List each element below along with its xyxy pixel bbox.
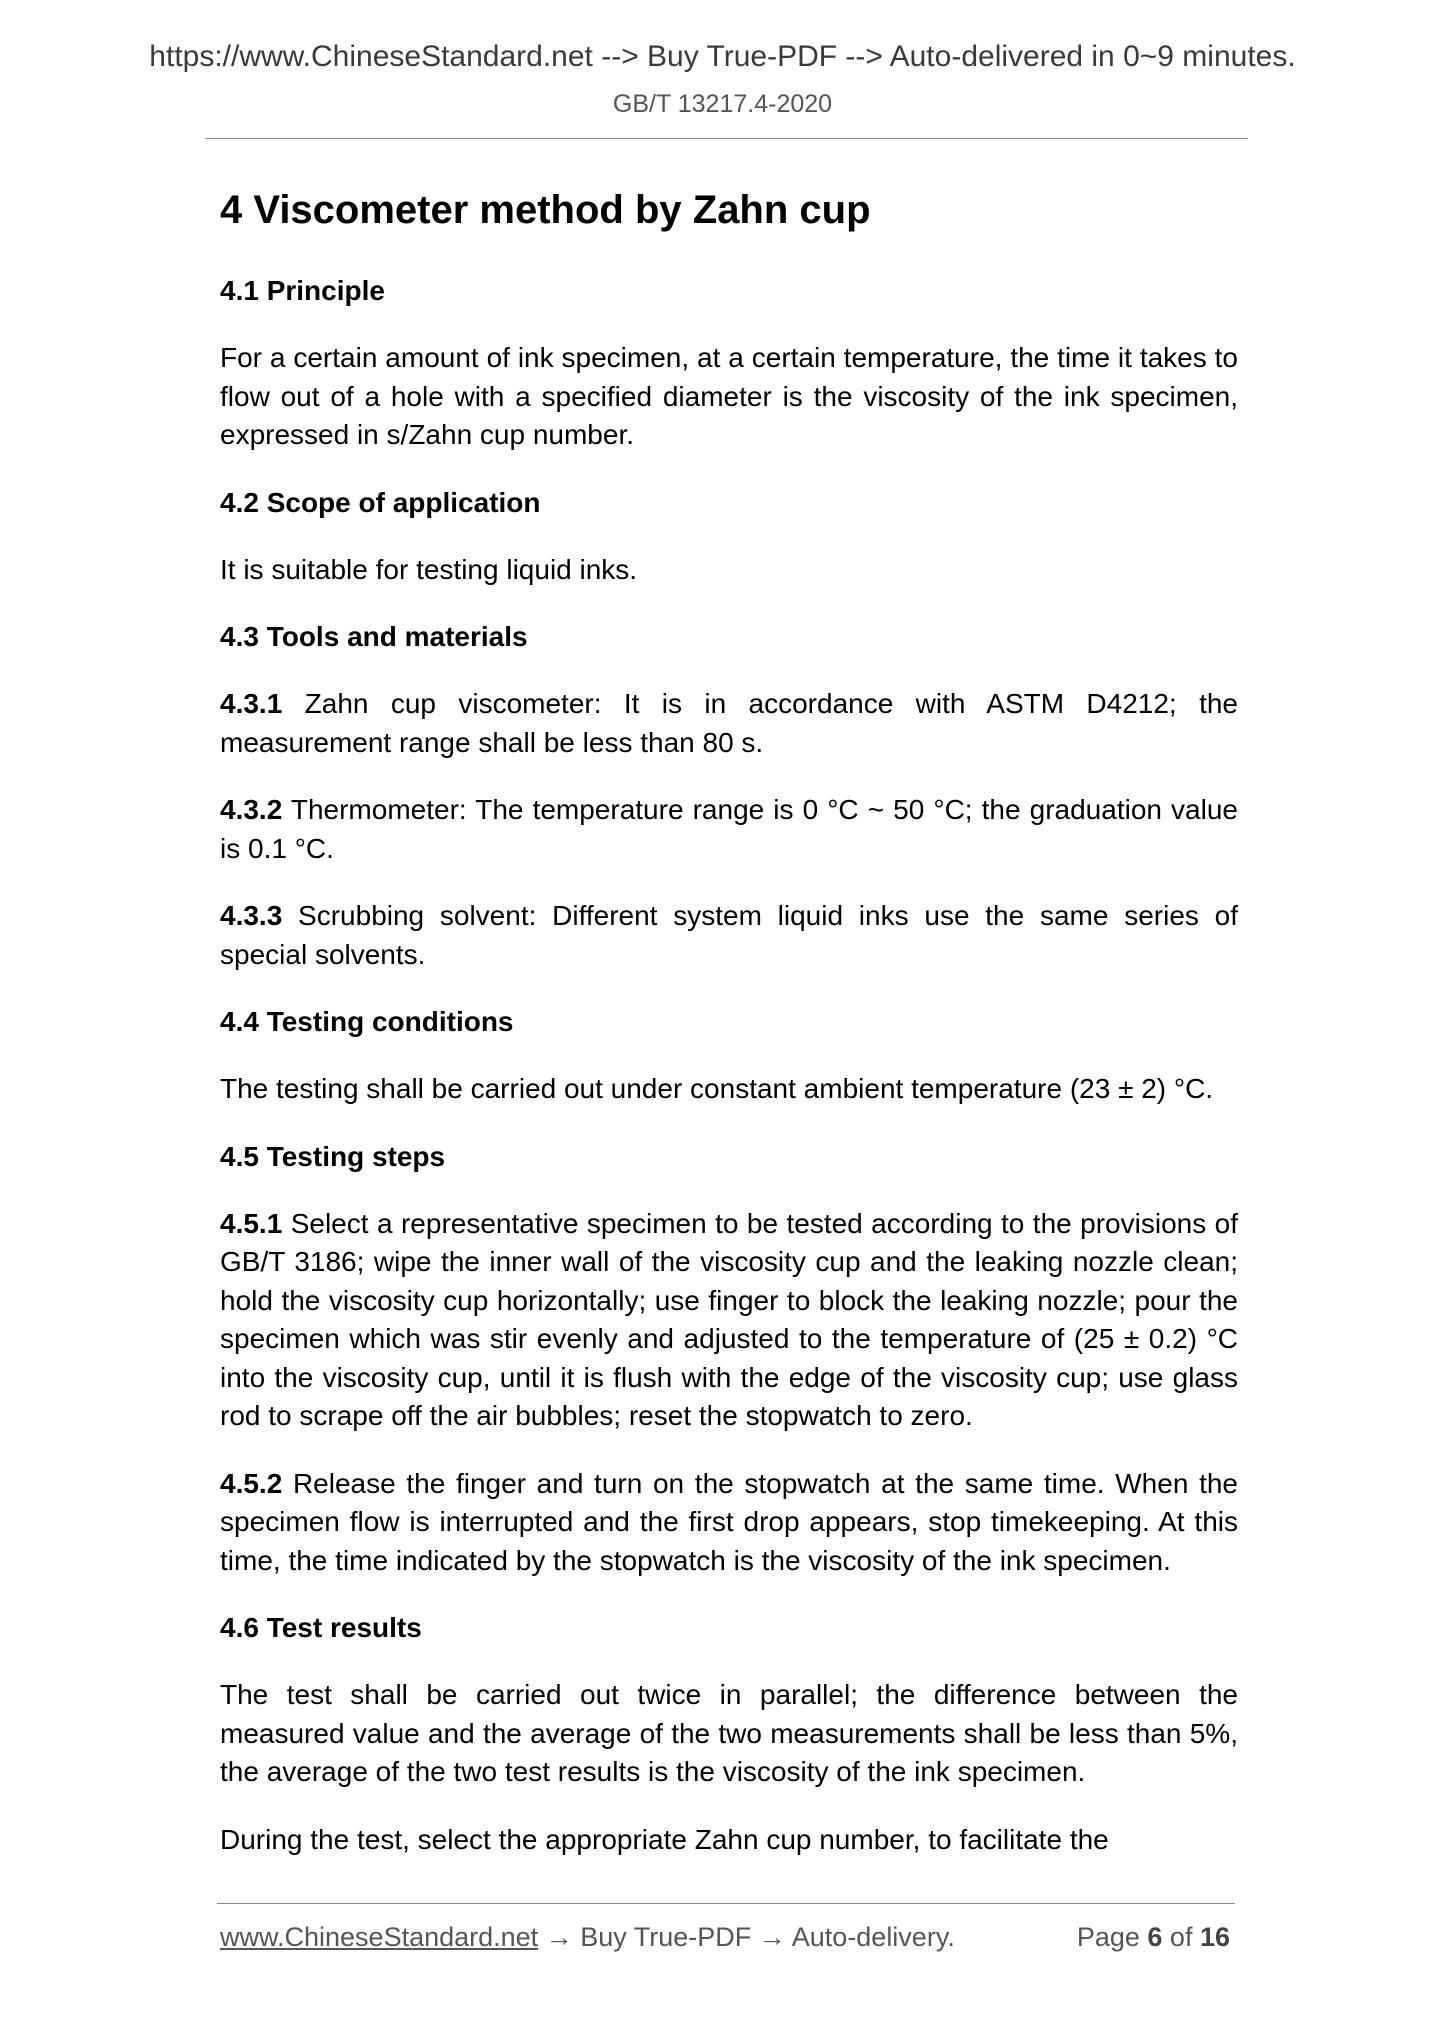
paragraph-4-1: For a certain amount of ink specimen, at a certain temperature, the time it takes to flow out of a hole with a specified diameter is the viscosity of the ink specimen, expressed in s/Zahn cup number.: [220, 342, 1238, 450]
heading-4-6: 4.6 Test results: [220, 1612, 422, 1643]
clause-number: 4.3.3: [220, 900, 283, 931]
clause-number: 4.3.1: [220, 688, 283, 719]
heading-4-3: 4.3 Tools and materials: [220, 621, 528, 652]
heading-4-5: 4.5 Testing steps: [220, 1140, 446, 1172]
clause-text: Select a representative specimen to be tested according to the provisions of GB/T 3186; wipe the inner wall of the viscosity cup and the leaking nozzle clean; hold the viscosity cup horizontally; use finger to block the leaking nozzle; pour the specimen which was stir evenly and adjusted to the temperature of (25 ± 0.2) °C into the viscosity cup, until it is flush with the edge of the viscosity cup; use glass rod to scrape off the air bubbles; reset the stopwatch to zero.: [220, 1207, 1238, 1431]
clause-text: Zahn cup viscometer: It is in accordance with ASTM D4212; the measurement range shall be less than 80 s.: [220, 688, 1238, 758]
page-content: [220, 180, 1238, 1888]
website-link[interactable]: www.ChineseStandard.net: [220, 1922, 539, 1952]
current-page: 6: [1147, 1922, 1163, 1952]
clause-number: 4.3.2: [220, 794, 283, 825]
paragraph-4-6-1: The test shall be carried out twice in parallel; the difference between the measured value and the average of the two measurements shall be less than 5%, the average of the two test results is the viscosity of the ink specimen.: [220, 1679, 1238, 1787]
footer-divider: [217, 1903, 1235, 1904]
paragraph-4-4: The testing shall be carried out under constant ambient temperature (23 ± 2) °C.: [220, 1073, 1214, 1104]
section-title: 4 Viscometer method by Zahn cup: [220, 188, 871, 232]
document-code: GB/T 13217.4-2020: [612, 90, 833, 118]
footer-note: [220, 1922, 955, 1953]
header-divider: [205, 138, 1248, 139]
heading-4-1: 4.1 Principle: [220, 275, 385, 306]
clause-4-5-2: [220, 1465, 1238, 1581]
paragraph-4-2: It is suitable for testing liquid inks.: [220, 553, 638, 585]
clause-text: Release the finger and turn on the stopwatch at the same time. When the specimen flow is interrupted and the first drop appears, stop timekeeping. At this time, the time indicated by the stopwatch is the viscosity of the ink specimen.: [220, 1467, 1238, 1576]
clause-4-5-1: [220, 1205, 1238, 1436]
clause-number: 4.5.2: [220, 1467, 283, 1499]
clause-4-3-3: [220, 897, 1238, 974]
clause-text: Scrubbing solvent: Different system liquid inks use the same series of special solvents.: [220, 900, 1238, 970]
total-pages: 16: [1199, 1922, 1230, 1952]
heading-4-2: 4.2 Scope of application: [220, 486, 541, 518]
clause-number: 4.5.1: [220, 1207, 283, 1239]
clause-text: Thermometer: The temperature range is 0 °C ~ 50 °C; the graduation value is 0.1 °C.: [220, 794, 1238, 864]
top-banner: https://www.ChineseStandard.net --> Buy True-PDF --> Auto-delivered in 0~9 minutes.: [149, 40, 1296, 73]
paragraph-4-6-2: During the test, select the appropriate Zahn cup number, to facilitate the: [220, 1823, 1109, 1855]
page-number: Page 6 of 16: [1076, 1922, 1230, 1952]
clause-4-3-2: [220, 791, 1238, 868]
footer-tail: → Buy True-PDF → Auto-delivery.: [538, 1922, 955, 1952]
clause-4-3-1: [220, 685, 1238, 762]
heading-4-4: 4.4 Testing conditions: [220, 1006, 514, 1037]
